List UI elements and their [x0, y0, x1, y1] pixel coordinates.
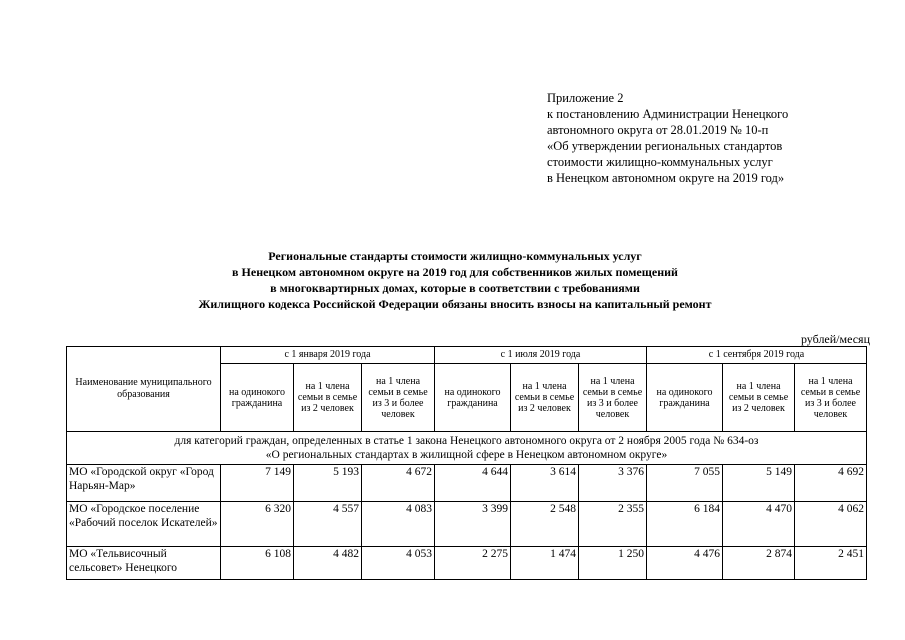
appendix-line: автономного округа от 28.01.2019 № 10-п: [547, 123, 769, 137]
value-cell: 5 149: [723, 465, 795, 502]
value-cell: 4 644: [435, 465, 511, 502]
value-cell: 6 184: [647, 502, 723, 547]
subheader-cell: на одинокого гражданина: [435, 364, 511, 432]
name-column-header: Наименование муниципального образования: [67, 347, 221, 432]
value-cell: 4 062: [795, 502, 867, 547]
municipality-cell: МО «Городской округ «Город Нарьян-Мар»: [67, 465, 221, 502]
title-line: Региональные стандарты стоимости жилищно-коммунальных услуг: [268, 249, 642, 263]
municipality-cell: МО «Городское поселение «Рабочий поселок Искателей»: [67, 502, 221, 547]
municipality-cell: МО «Тельвисочный сельсовет» Ненецкого: [67, 547, 221, 580]
value-cell: 1 250: [579, 547, 647, 580]
appendix-line: стоимости жилищно-коммунальных услуг: [547, 155, 773, 169]
period-header: с 1 июля 2019 года: [435, 347, 647, 364]
period-header: с 1 сентября 2019 года: [647, 347, 867, 364]
value-cell: 6 108: [221, 547, 294, 580]
value-cell: 3 614: [511, 465, 579, 502]
appendix-line: Приложение 2: [547, 91, 624, 105]
table-row: [67, 502, 867, 547]
category-line: для категорий граждан, определенных в статье 1 закона Ненецкого автономного округа от 2 ноября 2005 года № 634-оз: [174, 435, 759, 447]
subheader-cell: на 1 члена семьи в семье из 3 и более человек: [795, 364, 867, 432]
standards-table: [66, 346, 867, 580]
value-cell: 7 149: [221, 465, 294, 502]
subheader-cell: на 1 члена семьи в семье из 3 и более человек: [579, 364, 647, 432]
title-line: в Ненецком автономном округе на 2019 год для собственников жилых помещений: [232, 265, 678, 279]
value-cell: 4 482: [294, 547, 362, 580]
value-cell: 4 476: [647, 547, 723, 580]
value-cell: 3 399: [435, 502, 511, 547]
value-cell: 4 692: [795, 465, 867, 502]
value-cell: 3 376: [579, 465, 647, 502]
value-cell: 2 874: [723, 547, 795, 580]
value-cell: 4 672: [362, 465, 435, 502]
subheader-cell: на 1 члена семьи в семье из 2 человек: [511, 364, 579, 432]
appendix-line: в Ненецком автономном округе на 2019 год»: [547, 171, 785, 185]
value-cell: 4 053: [362, 547, 435, 580]
value-cell: 1 474: [511, 547, 579, 580]
category-line: «О региональных стандартах в жилищной сфере в Ненецком автономном округе»: [265, 449, 668, 461]
category-cell: [67, 432, 867, 465]
appendix-line: «Об утверждении региональных стандартов: [547, 139, 783, 153]
value-cell: 2 275: [435, 547, 511, 580]
value-cell: 7 055: [647, 465, 723, 502]
title-line: в многоквартирных домах, которые в соответствии с требованиями: [270, 281, 640, 295]
appendix-block: [547, 90, 788, 186]
value-cell: 2 451: [795, 547, 867, 580]
subheader-cell: на одинокого гражданина: [647, 364, 723, 432]
category-row: [67, 432, 867, 465]
subheader-cell: на одинокого гражданина: [221, 364, 294, 432]
value-cell: 2 355: [579, 502, 647, 547]
header-row-periods: [67, 347, 867, 364]
value-cell: 4 470: [723, 502, 795, 547]
table-row: [67, 547, 867, 580]
units-label: рублей/месяц: [800, 332, 870, 346]
document-title: [150, 248, 760, 312]
subheader-cell: на 1 члена семьи в семье из 2 человек: [723, 364, 795, 432]
value-cell: 5 193: [294, 465, 362, 502]
value-cell: 6 320: [221, 502, 294, 547]
title-line: Жилищного кодекса Российской Федерации обязаны вносить взносы на капитальный ремонт: [198, 297, 712, 311]
subheader-cell: на 1 члена семьи в семье из 3 и более человек: [362, 364, 435, 432]
value-cell: 2 548: [511, 502, 579, 547]
subheader-cell: на 1 члена семьи в семье из 2 человек: [294, 364, 362, 432]
table-row: [67, 465, 867, 502]
value-cell: 4 557: [294, 502, 362, 547]
appendix-line: к постановлению Администрации Ненецкого: [547, 107, 789, 121]
period-header: с 1 января 2019 года: [221, 347, 435, 364]
value-cell: 4 083: [362, 502, 435, 547]
